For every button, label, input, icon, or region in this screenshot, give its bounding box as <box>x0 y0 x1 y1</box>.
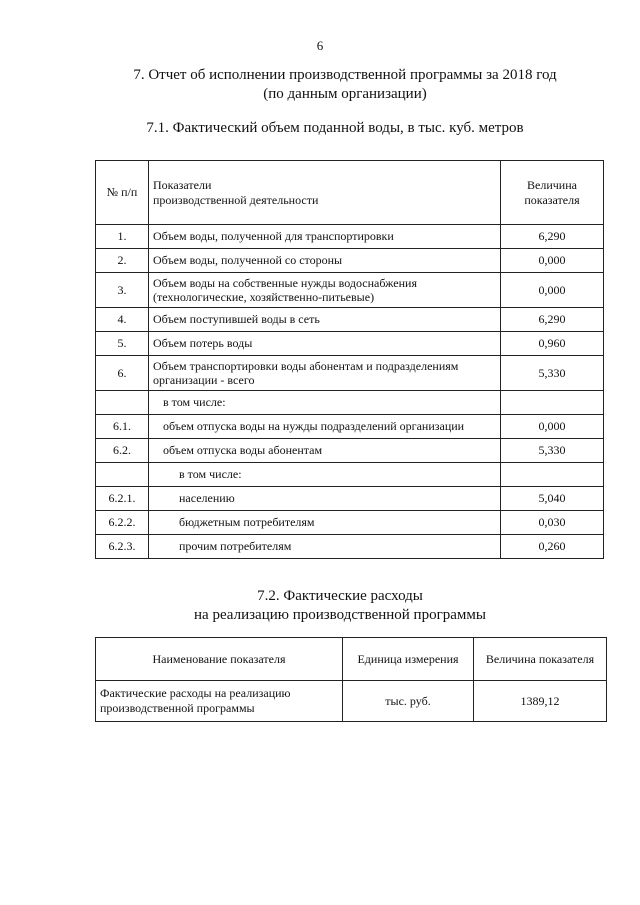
row-number: 6.2. <box>96 439 149 463</box>
row-number: 2. <box>96 249 149 273</box>
row-value <box>501 463 604 487</box>
table-row <box>96 356 604 391</box>
row-value: 6,290 <box>501 225 604 249</box>
row-value: 6,290 <box>501 308 604 332</box>
row-value: 0,960 <box>501 332 604 356</box>
header-unit: Единица измерения <box>343 638 474 681</box>
row-number: 5. <box>96 332 149 356</box>
water-volume-table <box>95 160 604 559</box>
header-value-line1: Величина <box>527 177 577 192</box>
table-row <box>96 391 604 415</box>
row-value: 0,260 <box>501 535 604 559</box>
row-indicator: в том числе: <box>149 391 501 415</box>
row-indicator <box>96 681 343 722</box>
row-unit: тыс. руб. <box>343 681 474 722</box>
header-indicator-name: Наименование показателя <box>96 638 343 681</box>
row-indicator <box>149 273 501 308</box>
row-number: 6.1. <box>96 415 149 439</box>
row-indicator: Объем поступившей воды в сеть <box>149 308 501 332</box>
row-value: 5,330 <box>501 356 604 391</box>
row-indicator: Объем воды, полученной для транспортировки <box>149 225 501 249</box>
table-row <box>96 308 604 332</box>
table-row <box>96 487 604 511</box>
table-row <box>96 225 604 249</box>
row-value: 0,000 <box>501 249 604 273</box>
table-row <box>96 463 604 487</box>
section-7-1-title: 7.1. Фактический объем поданной воды, в тыс. куб. метров <box>146 120 524 136</box>
table-row <box>96 511 604 535</box>
row-number: 1. <box>96 225 149 249</box>
row-indicator-line2: (технологические, хозяйственно-питьевые) <box>153 290 375 304</box>
header-indicator-line1: Показатели <box>153 177 212 192</box>
row-indicator-line2: производственной программы <box>100 701 255 715</box>
row-indicator-line1: Объем воды на собственные нужды водоснабжения <box>153 276 417 290</box>
row-indicator <box>149 356 501 391</box>
table-row <box>96 535 604 559</box>
section-7-title: 7. Отчет об исполнении производственной программы за 2018 год <box>133 67 557 83</box>
header-value <box>501 161 604 225</box>
header-value-line2: показателя <box>524 192 580 207</box>
row-indicator: в том числе: <box>149 463 501 487</box>
table-row <box>96 273 604 308</box>
table-row <box>96 332 604 356</box>
table-row <box>96 415 604 439</box>
row-indicator: Объем потерь воды <box>149 332 501 356</box>
header-number: № п/п <box>96 161 149 225</box>
row-value: 0,030 <box>501 511 604 535</box>
header-value: Величина показателя <box>474 638 607 681</box>
row-number: 6.2.2. <box>96 511 149 535</box>
row-number <box>96 391 149 415</box>
row-indicator: Объем воды, полученной со стороны <box>149 249 501 273</box>
row-indicator-line2: организации - всего <box>153 373 255 387</box>
row-number: 6. <box>96 356 149 391</box>
table-row <box>96 681 607 722</box>
row-indicator: объем отпуска воды абонентам <box>149 439 501 463</box>
row-indicator: бюджетным потребителям <box>149 511 501 535</box>
row-number <box>96 463 149 487</box>
section-7-2-title: 7.2. Фактические расходы <box>257 588 423 604</box>
row-value: 0,000 <box>501 273 604 308</box>
table-header-row <box>96 161 604 225</box>
row-value: 5,330 <box>501 439 604 463</box>
row-number: 4. <box>96 308 149 332</box>
row-value: 5,040 <box>501 487 604 511</box>
row-indicator-line1: Объем транспортировки воды абонентам и подразделениям <box>153 359 459 373</box>
row-value: 0,000 <box>501 415 604 439</box>
section-7-subtitle: (по данным организации) <box>263 86 427 102</box>
row-indicator-line1: Фактические расходы на реализацию <box>100 686 291 700</box>
row-number: 3. <box>96 273 149 308</box>
table-row <box>96 249 604 273</box>
row-indicator: прочим потребителям <box>149 535 501 559</box>
table-row <box>96 439 604 463</box>
expenses-table <box>95 637 607 722</box>
row-indicator: населению <box>149 487 501 511</box>
row-value <box>501 391 604 415</box>
row-value: 1389,12 <box>474 681 607 722</box>
header-indicator <box>149 161 501 225</box>
header-indicator-line2: производственной деятельности <box>153 192 319 207</box>
row-number: 6.2.1. <box>96 487 149 511</box>
row-number: 6.2.3. <box>96 535 149 559</box>
section-7-2-subtitle: на реализацию производственной программы <box>194 607 486 623</box>
row-indicator: объем отпуска воды на нужды подразделений организации <box>149 415 501 439</box>
table-header-row <box>96 638 607 681</box>
page-number: 6 <box>316 38 324 53</box>
